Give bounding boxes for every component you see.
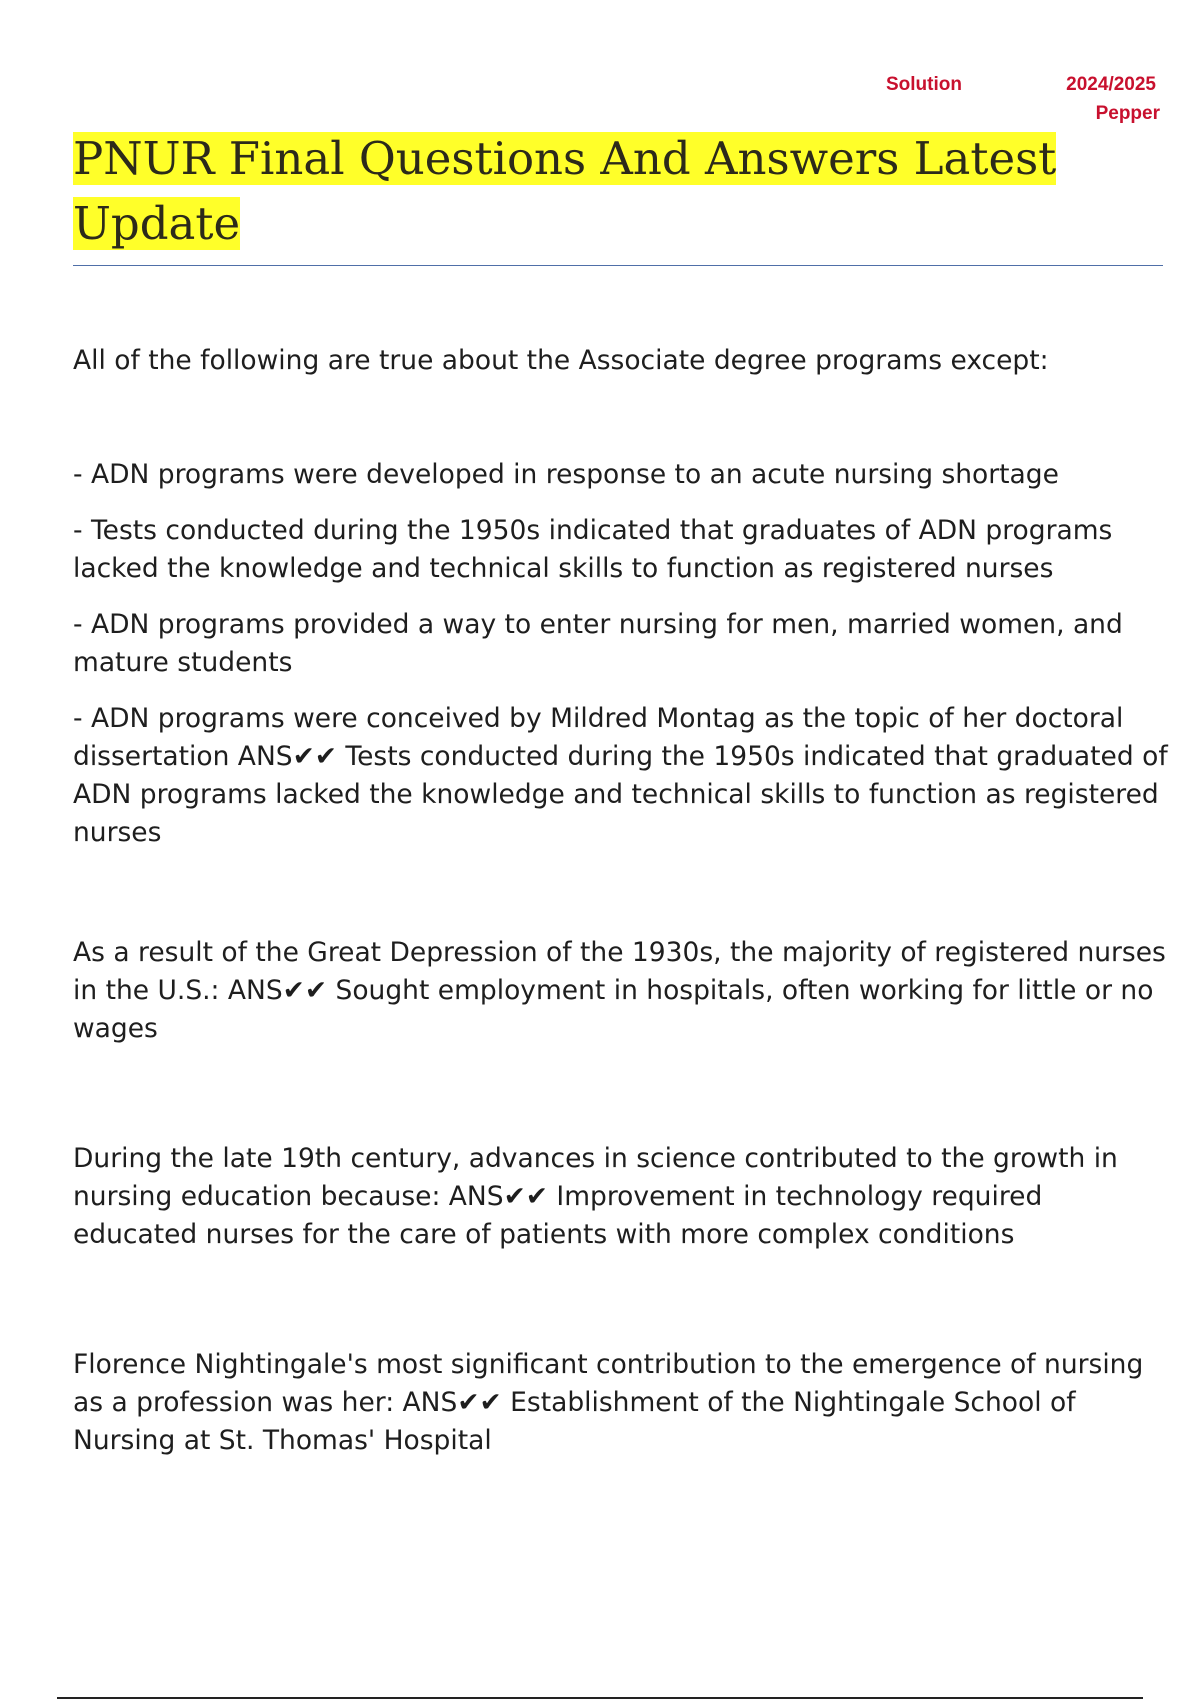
title-block: [73, 126, 1163, 266]
title-line-1: PNUR Final Questions And Answers Latest: [73, 132, 1057, 185]
title-line-2: Update: [73, 197, 241, 250]
qa-content: [73, 342, 1173, 1460]
question-3: During the late 19th century, advances in science contributed to the growth in nursing education because: ANS✔✔ Improvement in technology required educated nurses for the care of patients with more complex conditions: [73, 1143, 1118, 1250]
question-2: As a result of the Great Depression of the 1930s, the majority of registered nurses in the U.S.: ANS✔✔ Sought employment in hospitals, often working for little or no wages: [73, 937, 1166, 1044]
solution-label: Solution: [886, 74, 962, 95]
option-item: - ADN programs were conceived by Mildred Montag as the topic of her doctoral dissertation ANS✔✔ Tests conducted during the 1950s indicated that graduated of ADN programs lacked the knowledge and technical skills to function as registered nurses: [73, 703, 1168, 848]
option-item: - ADN programs provided a way to enter nursing for men, married women, and mature students: [73, 609, 1123, 678]
question-4: Florence Nightingale's most significant contribution to the emergence of nursing as a profession was her: ANS✔✔ Establishment of the Nightingale School of Nursing at St. Thomas' Hospital: [73, 1349, 1144, 1456]
year-label: 2024/2025: [1066, 74, 1156, 95]
header-meta: [880, 74, 1160, 134]
option-item: - Tests conducted during the 1950s indicated that graduates of ADN programs lacked the knowledge and technical skills to function as registered nurses: [73, 515, 1113, 584]
footer-divider: [57, 1697, 1143, 1699]
question-1-options: [73, 456, 1173, 852]
question-1-prompt: All of the following are true about the Associate degree programs except:: [73, 345, 1049, 376]
option-item: - ADN programs were developed in response to an acute nursing shortage: [73, 459, 1059, 490]
author-label: Pepper: [1095, 103, 1160, 124]
page-title: [73, 126, 1163, 256]
